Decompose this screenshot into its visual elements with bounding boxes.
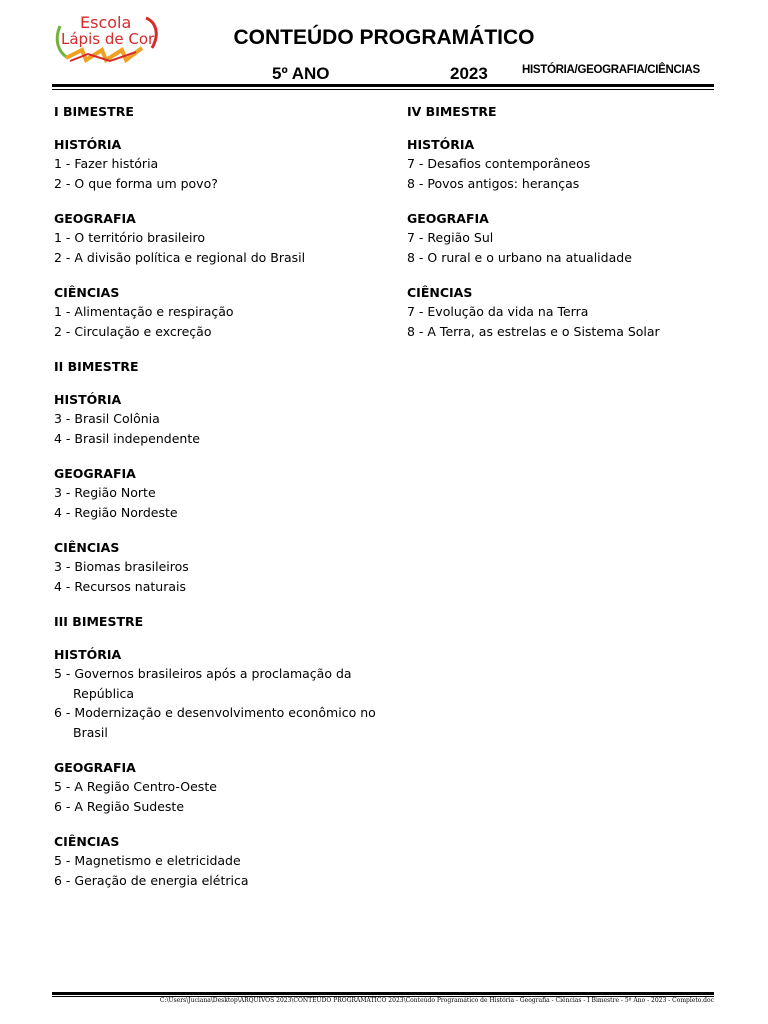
year-label: 2023 (450, 64, 488, 83)
content-item: 5 - Magnetismo e eletricidade (54, 853, 241, 868)
bimestre-title: IV BIMESTRE (407, 104, 497, 119)
content-item: 8 - A Terra, as estrelas e o Sistema Solar (407, 323, 660, 339)
subject-title: GEOGRAFIA (407, 211, 489, 226)
subject-title: HISTÓRIA (54, 647, 122, 662)
bimestre-section (54, 359, 384, 596)
content-item: 4 - Brasil independente (54, 430, 200, 446)
subjects-label: HISTÓRIA/GEOGRAFIA/CIÊNCIAS (522, 64, 700, 76)
left-column (54, 104, 384, 908)
content-item: 1 - Fazer história (54, 156, 159, 171)
grade-label: 5º ANO (272, 64, 330, 83)
content-item: 7 - Região Sul (407, 230, 494, 245)
bimestre-section (407, 104, 737, 341)
content-item: 8 - Povos antigos: heranças (407, 175, 580, 191)
subject-block (54, 834, 384, 890)
subject-title: GEOGRAFIA (54, 760, 136, 775)
subject-title: HISTÓRIA (54, 392, 122, 407)
file-path-footer: C:\Users\Juciana\Desktop\ARQUIVOS 2023\CONTEÚDO PROGRAMÁTICO 2023\Conteúdo Programático de História - Geografia - Ciências - I Bimestre - 5º Ano - 2023 - Completo.doc (159, 997, 714, 1004)
subject-block (54, 285, 384, 341)
content-item: 4 - Recursos naturais (54, 578, 186, 594)
content-item: 1 - O território brasileiro (54, 230, 205, 245)
content-item: 6 - Modernização e desenvolvimento econômico no Brasil (54, 705, 376, 740)
subject-title: HISTÓRIA (407, 137, 475, 152)
footer-rule-thick (52, 992, 714, 995)
content-item: 2 - Circulação e excreção (54, 323, 212, 339)
subject-title: GEOGRAFIA (54, 211, 136, 226)
content-item: 1 - Alimentação e respiração (54, 304, 234, 319)
subject-title: CIÊNCIAS (54, 834, 120, 849)
content-item: 3 - Biomas brasileiros (54, 559, 189, 574)
content-item: 7 - Evolução da vida na Terra (407, 304, 589, 319)
content-item: 6 - A Região Sudeste (54, 798, 185, 814)
content-item: 3 - Brasil Colônia (54, 411, 160, 426)
page-title: CONTEÚDO PROGRAMÁTICO (233, 26, 535, 49)
content-item: 8 - O rural e o urbano na atualidade (407, 249, 632, 265)
subject-title: CIÊNCIAS (407, 285, 473, 300)
content-item: 2 - O que forma um povo? (54, 175, 218, 191)
subject-block (54, 540, 384, 596)
subject-block (407, 137, 737, 193)
subject-block (407, 211, 737, 267)
content-item: 5 - Governos brasileiros após a proclamação da República (54, 666, 352, 701)
content-item: 7 - Desafios contemporâneos (407, 156, 591, 171)
subject-block (407, 285, 737, 341)
bimestre-section (54, 614, 384, 890)
subject-block (54, 211, 384, 267)
subject-block (54, 647, 384, 742)
subject-title: GEOGRAFIA (54, 466, 136, 481)
subject-title: HISTÓRIA (54, 137, 122, 152)
logo-line-2: Lápis de Cor (61, 30, 155, 48)
right-column (407, 104, 737, 359)
logo-line-1: Escola (80, 13, 132, 32)
bimestre-title: II BIMESTRE (54, 359, 139, 374)
subject-title: CIÊNCIAS (54, 540, 120, 555)
content-item: 6 - Geração de energia elétrica (54, 872, 249, 888)
content-item: 3 - Região Norte (54, 485, 156, 500)
bimestre-section (54, 104, 384, 341)
subject-block (54, 760, 384, 816)
bimestre-title: III BIMESTRE (54, 614, 144, 629)
header-rule-thin (52, 89, 714, 90)
content-item: 2 - A divisão política e regional do Brasil (54, 249, 306, 265)
header-rule-thick (52, 84, 714, 87)
subject-block (54, 466, 384, 522)
subject-block (54, 392, 384, 448)
subject-title: CIÊNCIAS (54, 285, 120, 300)
content-item: 4 - Região Nordeste (54, 504, 178, 520)
content-item: 5 - A Região Centro-Oeste (54, 779, 217, 794)
subject-block (54, 137, 384, 193)
bimestre-title: I BIMESTRE (54, 104, 134, 119)
